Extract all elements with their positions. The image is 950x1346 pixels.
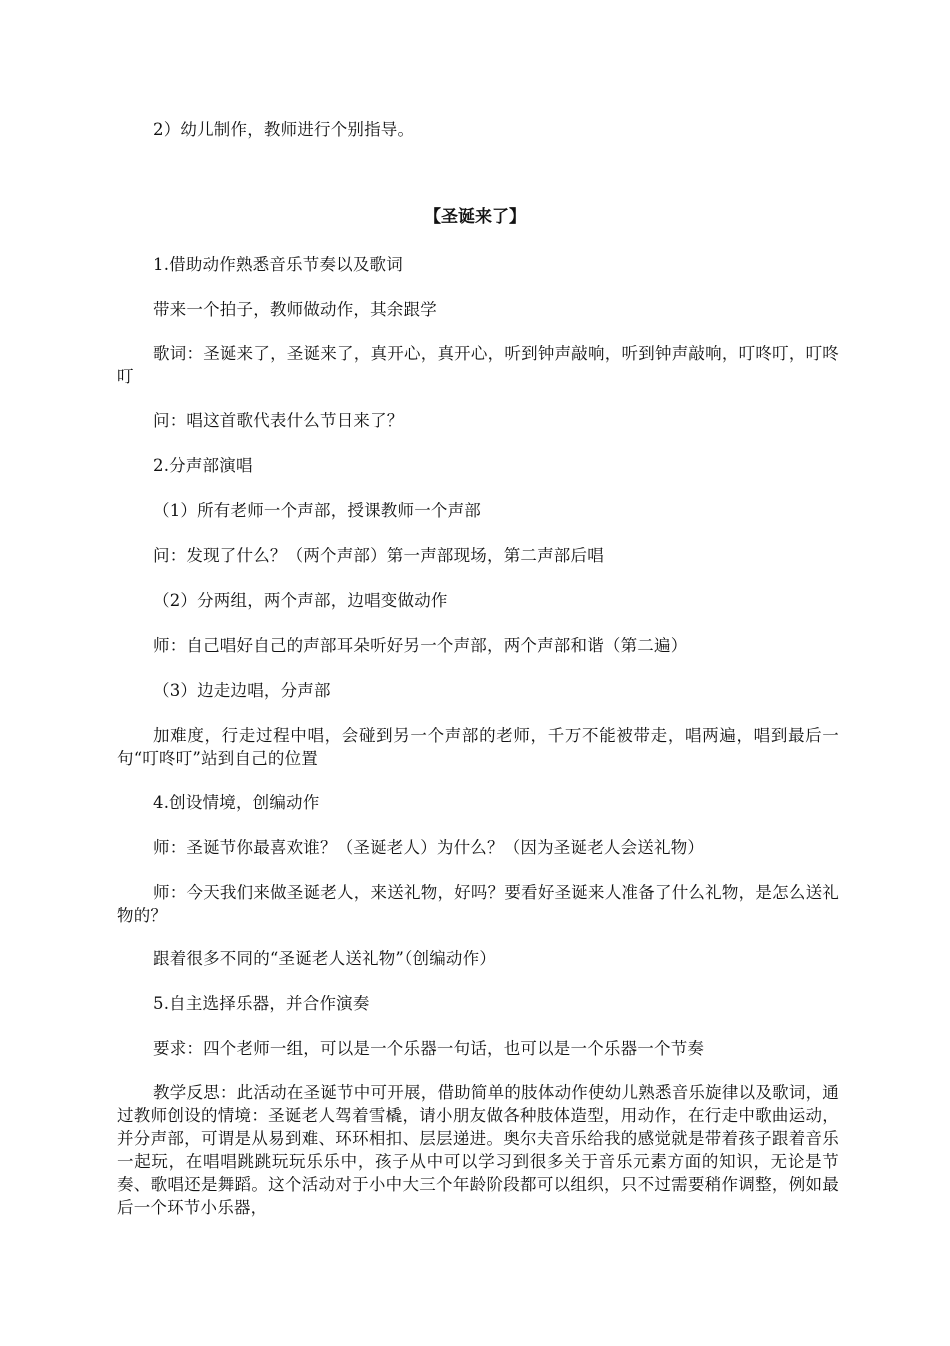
paragraph-step-5: 5.自主选择乐器，并合作演奏: [153, 994, 370, 1013]
paragraph-reflection: 教学反思：此活动在圣诞节中可开展，借助简单的肢体动作使幼儿熟悉音乐旋律以及歌词，通过教师创设的情境：圣诞老人驾着雪橇，请小朋友做各种肢体造型，用动作，在行走中歌曲运动，并分声部，可谓是从易到难、环环相扣、层层递进。奥尔夫音乐给我的感觉就是带着孩子跟着音乐一起玩，在唱唱跳跳玩玩乐乐中，孩子从中可以学习到很多关于音乐元素方面的知识，无论是节奏、歌唱还是舞蹈。这个活动对于小中大三个年龄阶段都可以组织，只不过需要稍作调整，例如最后一个环节小乐器，: [117, 1083, 839, 1217]
paragraph-teacher-3: 师：今天我们来做圣诞老人，来送礼物，好吗？要看好圣诞来人准备了什么礼物，是怎么送礼物的？: [117, 883, 839, 925]
section-title: 【圣诞来了】: [424, 207, 526, 227]
paragraph-sub-3: （3）边走边唱，分声部: [153, 681, 331, 700]
paragraph-difficulty: 加难度，行走过程中唱，会碰到另一个声部的老师，千万不能被带走，唱两遍，唱到最后一句“叮咚叮”站到自己的位置: [117, 726, 839, 768]
paragraph-beat: 带来一个拍子，教师做动作，其余跟学: [153, 300, 437, 319]
paragraph-question-2: 问：发现了什么？（两个声部）第一声部现场，第二声部后唱: [153, 546, 604, 565]
paragraph-follow: 跟着很多不同的“圣诞老人送礼物”（创编动作）: [153, 949, 497, 968]
paragraph-sub-1: （1）所有老师一个声部，授课教师一个声部: [153, 501, 481, 520]
paragraph-teacher-1: 师：自己唱好自己的声部耳朵听好另一个声部，两个声部和谐（第二遍）: [153, 636, 688, 655]
paragraph-step-2: 2.分声部演唱: [153, 456, 253, 475]
paragraph-step-4: 4.创设情境，创编动作: [153, 793, 320, 812]
paragraph-teacher-2: 师：圣诞节你最喜欢谁？（圣诞老人）为什么？（因为圣诞老人会送礼物）: [153, 838, 705, 857]
intro-paragraph: 2）幼儿制作，教师进行个别指导。: [153, 120, 415, 139]
paragraph-question-1: 问：唱这首歌代表什么节日来了？: [153, 411, 404, 430]
paragraph-requirement: 要求：四个老师一组，可以是一个乐器一句话，也可以是一个乐器一个节奏: [153, 1039, 705, 1058]
paragraph-lyrics: 歌词：圣诞来了，圣诞来了，真开心，真开心，听到钟声敲响，听到钟声敲响，叮咚叮，叮咚叮: [117, 344, 839, 386]
paragraph-step-1: 1.借助动作熟悉音乐节奏以及歌词: [153, 255, 403, 274]
paragraph-sub-2: （2）分两组，两个声部，边唱变做动作: [153, 591, 448, 610]
